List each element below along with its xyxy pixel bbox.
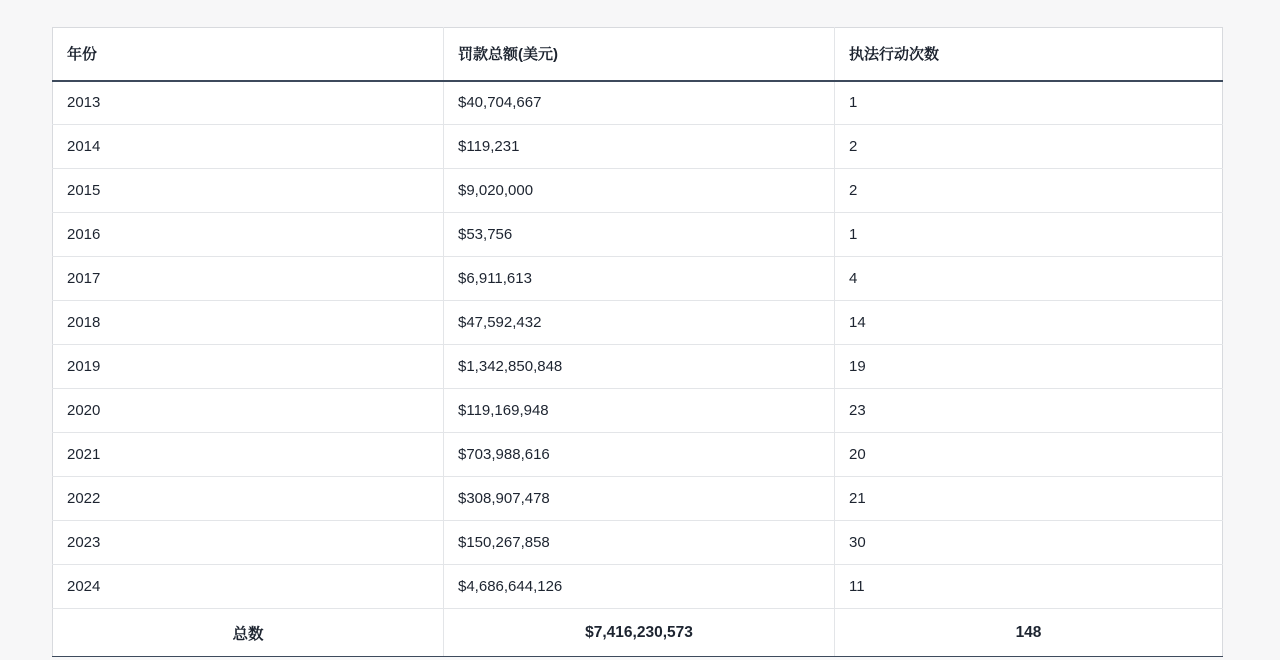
cell-enforcement-actions: 1: [835, 213, 1223, 257]
cell-year: 2013: [53, 81, 444, 125]
cell-year: 2016: [53, 213, 444, 257]
table-total-row: [53, 609, 1223, 657]
cell-total-fines: $1,342,850,848: [444, 345, 835, 389]
cell-total-fines: $47,592,432: [444, 301, 835, 345]
cell-enforcement-actions: 14: [835, 301, 1223, 345]
table-body: [53, 81, 1223, 657]
cell-enforcement-actions: 19: [835, 345, 1223, 389]
column-header-total-fines: 罚款总额(美元): [444, 28, 835, 81]
cell-total-fines: $40,704,667: [444, 81, 835, 125]
cell-enforcement-actions: 11: [835, 565, 1223, 609]
column-header-enforcement-actions: 执法行动次数: [835, 28, 1223, 81]
table-row: [53, 125, 1223, 169]
table-row: [53, 477, 1223, 521]
cell-total-fines: $6,911,613: [444, 257, 835, 301]
table-row: [53, 389, 1223, 433]
cell-total-actions-sum: 148: [835, 609, 1223, 657]
cell-enforcement-actions: 2: [835, 169, 1223, 213]
cell-total-fines: $308,907,478: [444, 477, 835, 521]
table-row: [53, 565, 1223, 609]
cell-year: 2022: [53, 477, 444, 521]
cell-total-fines: $150,267,858: [444, 521, 835, 565]
cell-enforcement-actions: 23: [835, 389, 1223, 433]
cell-enforcement-actions: 4: [835, 257, 1223, 301]
cell-year: 2021: [53, 433, 444, 477]
cell-enforcement-actions: 21: [835, 477, 1223, 521]
cell-year: 2023: [53, 521, 444, 565]
cell-enforcement-actions: 1: [835, 81, 1223, 125]
cell-total-fines: $119,169,948: [444, 389, 835, 433]
cell-year: 2018: [53, 301, 444, 345]
table-row: [53, 521, 1223, 565]
cell-year: 2020: [53, 389, 444, 433]
table-header-row: [53, 28, 1223, 81]
cell-year: 2017: [53, 257, 444, 301]
table-row: [53, 433, 1223, 477]
cell-enforcement-actions: 30: [835, 521, 1223, 565]
table-row: [53, 257, 1223, 301]
table-row: [53, 213, 1223, 257]
cell-total-fines: $4,686,644,126: [444, 565, 835, 609]
cell-year: 2015: [53, 169, 444, 213]
table-header: [53, 28, 1223, 81]
column-header-year: 年份: [53, 28, 444, 81]
table-row: [53, 169, 1223, 213]
fines-summary-table: [52, 27, 1223, 657]
table-row: [53, 81, 1223, 125]
table-row: [53, 345, 1223, 389]
cell-year: 2024: [53, 565, 444, 609]
cell-enforcement-actions: 20: [835, 433, 1223, 477]
table-row: [53, 301, 1223, 345]
cell-total-fines: $53,756: [444, 213, 835, 257]
cell-total-label: 总数: [53, 609, 444, 657]
cell-total-fines: $703,988,616: [444, 433, 835, 477]
cell-year: 2019: [53, 345, 444, 389]
cell-enforcement-actions: 2: [835, 125, 1223, 169]
cell-year: 2014: [53, 125, 444, 169]
cell-total-fines: $119,231: [444, 125, 835, 169]
cell-total-fines: $9,020,000: [444, 169, 835, 213]
cell-total-fines-sum: $7,416,230,573: [444, 609, 835, 657]
